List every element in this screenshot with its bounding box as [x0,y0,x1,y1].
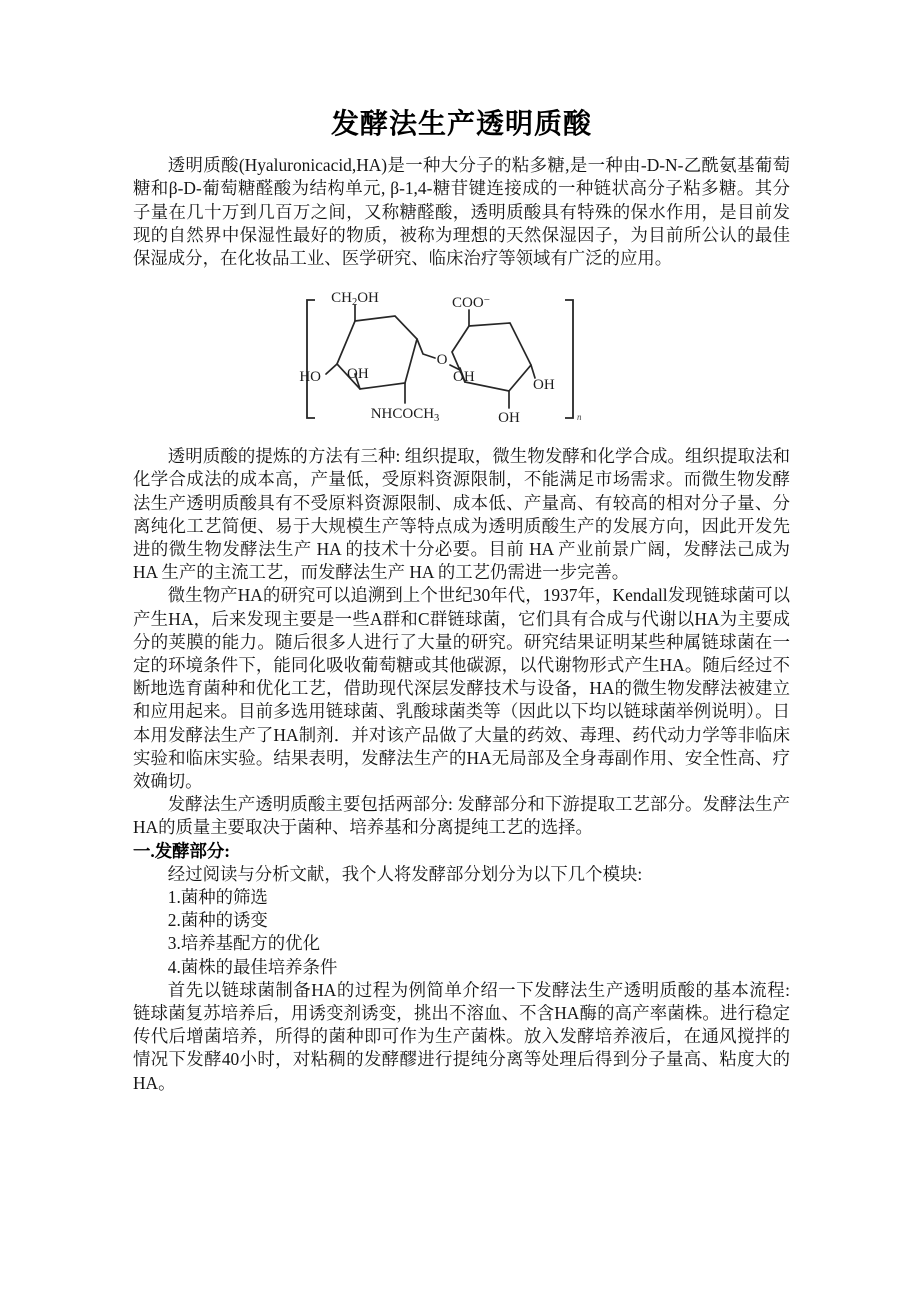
label-nhcoch3: $NHCOCH_3$ [370,406,439,425]
label-oh-left-ring: OH [346,366,369,383]
label-oh-right-bottom: OH [497,410,520,427]
list-item: 4.菌株的最佳培养条件 [167,956,338,977]
list-item: 2.菌种的诱变 [167,910,268,931]
paragraph-modules-intro: 经过阅读与分析文献，我个人将发酵部分划分为以下几个模块: [167,863,643,884]
label-oh-right-outer: OH [532,377,555,394]
paragraph-history: 微生物产HA的研究可以追溯到上个世纪30年代，1937年，Kendall发现链球菌可以产生HA，后来发现主要是一些A群和C群链球菌，它们具有合成与代谢以HA为主要成分的荚膜的能力。随后很多人进行了大量的研究。研究结果证明某些种属链球菌在一定的环境条件下，能同化吸收葡萄糖或其他碳源，以代谢物形式产生HA。随后经过不断地选育菌种和优化工艺，借助现代深层发酵技术与设备，HA的微生物发酵法被建立和应用起来。目前多选用链球菌、乳酸球菌类等（因此以下均以链球菌举例说明）。日本用发酵法生产了HA制剂．并对该产品做了大量的药效、毒理、药代动力学等非临床实验和临床实验。结果表明，发酵法生产的HA无局部及全身毒副作用、安全性高、疗效确切。 [133,585,790,792]
glycosidic-bond-left [417,339,435,358]
list-item: 3.培养基配方的优化 [167,933,320,954]
left-bracket-icon [307,300,315,418]
page-title: 发酵法生产透明质酸 [330,108,592,139]
label-oh-right-inner: OH [452,369,475,386]
label-ho: HO [298,369,321,386]
label-bridge-oxygen: O [436,352,447,369]
list-item: 1.菌种的筛选 [167,887,268,908]
right-bracket-icon [565,300,573,418]
left-ho-bond [326,364,337,374]
chemical-structure-diagram [297,286,627,426]
paragraph-extraction-methods: 透明质酸的提炼的方法有三种: 组织提取，微生物发酵和化学合成。组织提取法和化学合成法的成本高，产量低，受原料资源限制，不能满足市场需求。而微生物发酵法生产透明质酸具有不受原料资源限制、成本低、产量高、有较高的相对分子量、分离纯化工艺简便、易于大规模生产等特点成为透明质酸生产的发展方向，因此开发先进的微生物发酵法生产 HA 的技术十分必要。目前 HA 产业前景广阔，发酵法己成为 HA 生产的主流工艺，而发酵法生产 HA 的工艺仍需进一步完善。 [133,446,790,583]
paragraph-two-parts: 发酵法生产透明质酸主要包括两部分: 发酵部分和下游提取工艺部分。发酵法生产HA的质量主要取决于菌种、培养基和分离提纯工艺的选择。 [133,794,790,838]
section-heading-fermentation: 一.发酵部分: [133,840,231,861]
label-repeat-subscript: n [576,412,581,423]
label-ch2oh: $CH_2OH$ [330,290,379,309]
paragraph-intro: 透明质酸(Hyaluronicacid,HA)是一种大分子的粘多糖,是一种由-D-N-乙酰氨基葡萄糖和β-D-葡萄糖醛酸为结构单元, β-1,4-糖苷键连接成的一种链状高分子粘多糖。其分子量在几十万到几百万之间，又称糖醛酸，透明质酸具有特殊的保水作用，是目前发现的自然界中保湿性最好的物质，被称为理想的天然保湿因子，为目前所公认的最佳保湿成分，在化妆品工业、医学研究、临床治疗等领域有广泛的应用。 [133,155,790,268]
document-content [133,0,790,1095]
paragraph-process-flow: 首先以链球菌制备HA的过程为例简单介绍一下发酵法生产透明质酸的基本流程: 链球菌复苏培养后，用诱变剂诱变，挑出不溶血、不含HA酶的高产率菌株。进行稳定传代后增菌培养，所得的菌种即可作为生产菌株。放入发酵培养液后，在通风搅拌的情况下发酵40小时，对粘稠的发酵醪进行提纯分离等处理后得到分子量高、粘度大的HA。 [133,979,790,1093]
label-coo: COO− [451,294,490,312]
hyaluronic-acid-structure-figure [133,286,790,431]
